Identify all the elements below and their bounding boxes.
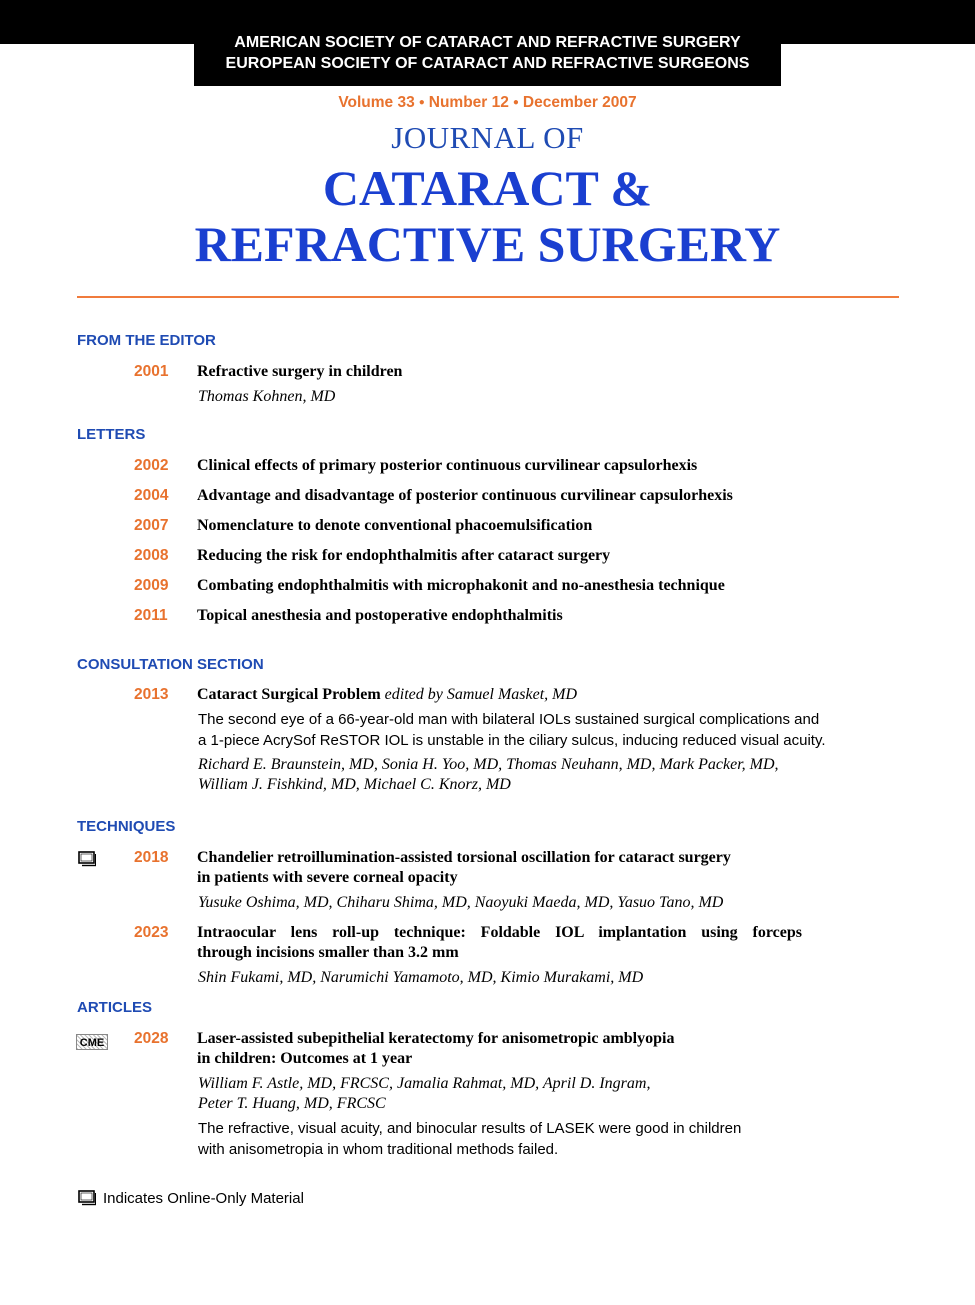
title-line: Intraocular lens roll-up technique: Foldable IOL implantation using forceps	[197, 924, 802, 941]
letter-title[interactable]	[197, 516, 837, 536]
letter-title[interactable]	[197, 576, 837, 596]
article-authors	[198, 755, 838, 795]
title-line: Laser-assisted subepithelial keratectomy for anisometropic amblyopia	[197, 1030, 675, 1047]
page-number: 2023	[134, 924, 169, 941]
section-heading-letters: LETTERS	[77, 426, 146, 443]
description-line: a 1-piece AcrySof ReSTOR IOL is unstable in the ciliary sulcus, inducing reduced visual acuity.	[198, 732, 826, 749]
letter-title[interactable]	[197, 546, 837, 566]
page-number: 2002	[134, 457, 169, 474]
number: Number 12	[428, 94, 509, 111]
page-number: 2009	[134, 577, 169, 594]
letter-title[interactable]	[197, 486, 837, 506]
letter-title[interactable]	[197, 606, 837, 626]
article-title[interactable]	[197, 362, 802, 382]
description-line: The second eye of a 66-year-old man with bilateral IOLs sustained surgical complications and	[198, 711, 820, 728]
page-number: 2028	[134, 1030, 169, 1047]
page-number: 2018	[134, 849, 169, 866]
article-authors	[198, 1074, 838, 1114]
section-heading-articles: ARTICLES	[77, 999, 152, 1016]
article-title[interactable]	[197, 1029, 802, 1069]
article-title[interactable]	[197, 685, 837, 705]
article-authors: Shin Fukami, MD, Narumichi Yamamoto, MD, Kimio Murakami, MD	[198, 969, 644, 986]
authors-line: William J. Fishkind, MD, Michael C. Knorz, MD	[198, 776, 511, 793]
volume: Volume 33	[338, 94, 415, 111]
page-number: 2008	[134, 547, 169, 564]
issue-info	[0, 94, 975, 112]
description-line: The refractive, visual acuity, and binocular results of LASEK were good in children	[198, 1120, 742, 1137]
legend	[78, 1190, 304, 1207]
page-number: 2011	[134, 607, 168, 624]
authors-line: William F. Astle, MD, FRCSC, Jamalia Rahmat, MD, April D. Ingram,	[198, 1075, 651, 1092]
society-line-2: EUROPEAN SOCIETY OF CATARACT AND REFRACTIVE SURGEONS	[225, 55, 750, 72]
article-description	[198, 709, 838, 751]
section-heading-consultation: CONSULTATION SECTION	[77, 656, 264, 673]
legend-text: Indicates Online-Only Material	[103, 1190, 304, 1207]
article-description	[198, 1118, 838, 1160]
page-number: 2013	[134, 686, 169, 703]
header-divider	[77, 296, 899, 298]
title-text: Nomenclature to denote conventional phacoemulsification	[197, 517, 593, 534]
society-banner	[194, 28, 781, 86]
page-number: 2004	[134, 487, 169, 504]
journal-of: JOURNAL OF	[391, 120, 584, 155]
edited-by: edited by Samuel Masket, MD	[384, 686, 578, 703]
title-text: Combating endophthalmitis with microphakonit and no-anesthesia technique	[197, 577, 725, 594]
page-number: 2001	[134, 363, 169, 380]
title-line-1: CATARACT &	[322, 160, 653, 216]
article-title[interactable]	[197, 923, 802, 963]
title-text: Clinical effects of primary posterior continuous curvilinear capsulorhexis	[197, 457, 698, 474]
title-line: in patients with severe corneal opacity	[197, 869, 458, 886]
bullet-icon: ●	[418, 97, 425, 109]
authors-line: Peter T. Huang, MD, FRCSC	[198, 1095, 386, 1112]
page-number: 2007	[134, 517, 169, 534]
title-text: Refractive surgery in children	[197, 363, 403, 380]
section-heading-techniques: TECHNIQUES	[77, 818, 176, 835]
title-line: in children: Outcomes at 1 year	[197, 1050, 413, 1067]
authors-line: Richard E. Braunstein, MD, Sonia H. Yoo, MD, Thomas Neuhann, MD, Mark Packer, MD,	[198, 756, 779, 773]
title-text: Reducing the risk for endophthalmitis after cataract surgery	[197, 547, 611, 564]
monitor-icon	[78, 1190, 98, 1206]
letter-title[interactable]	[197, 456, 837, 476]
title-line: Chandelier retroillumination-assisted torsional oscillation for cataract surgery	[197, 849, 731, 866]
society-line-1: AMERICAN SOCIETY OF CATARACT AND REFRACTIVE SURGERY	[234, 34, 741, 51]
description-line: with anisometropia in whom traditional methods failed.	[198, 1141, 559, 1158]
article-title[interactable]	[197, 848, 802, 888]
article-authors: Yusuke Oshima, MD, Chiharu Shima, MD, Naoyuki Maeda, MD, Yasuo Tano, MD	[198, 894, 724, 911]
title-line-2: REFRACTIVE SURGERY	[194, 216, 781, 272]
title-text: Topical anesthesia and postoperative endophthalmitis	[197, 607, 563, 624]
journal-title	[0, 160, 975, 272]
monitor-icon	[78, 851, 98, 867]
title-text: Advantage and disadvantage of posterior continuous curvilinear capsulorhexis	[197, 487, 733, 504]
article-authors: Thomas Kohnen, MD	[198, 388, 336, 405]
bullet-icon: ●	[512, 97, 519, 109]
cme-icon: CME	[76, 1034, 108, 1050]
title-line: through incisions smaller than 3.2 mm	[197, 944, 459, 961]
date: December 2007	[522, 94, 637, 111]
title-text: Cataract Surgical Problem	[197, 686, 381, 703]
section-heading-editor: FROM THE EDITOR	[77, 332, 216, 349]
